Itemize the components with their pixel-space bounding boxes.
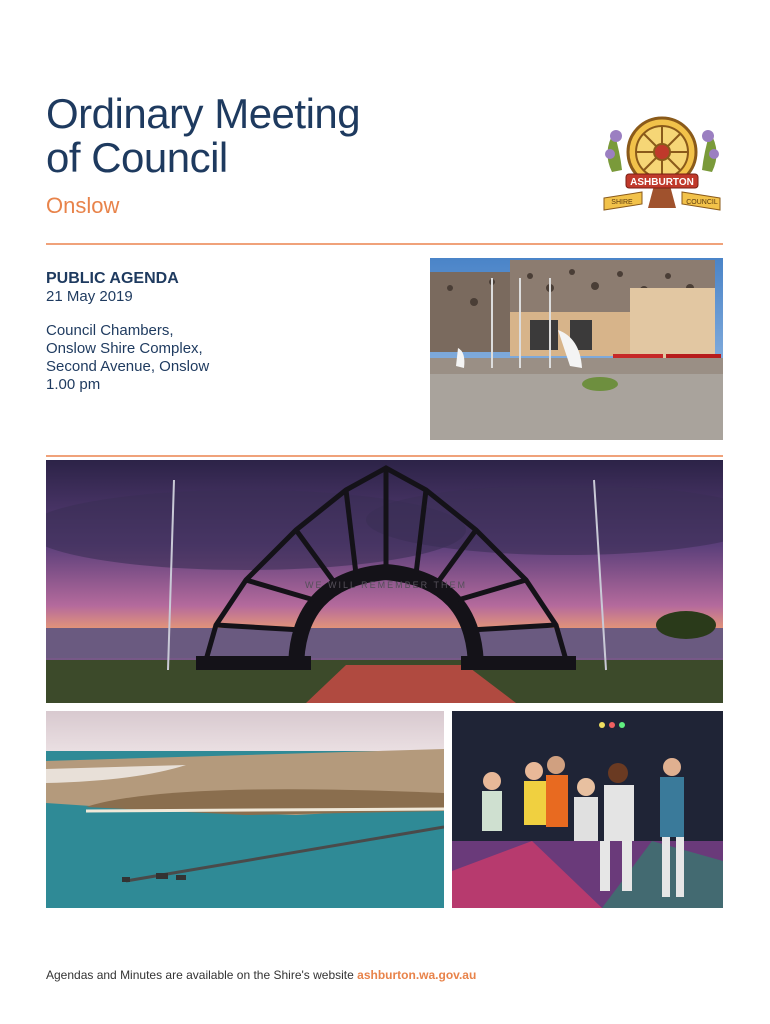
aerial-coast-photo — [46, 711, 444, 908]
agenda-details — [46, 270, 209, 394]
venue-line-1: Council Chambers, — [46, 322, 174, 339]
location-subtitle: Onslow — [46, 193, 120, 218]
ashburton-crest-logo — [598, 112, 726, 216]
crest-right-ribbon: COUNCIL — [686, 199, 718, 206]
memorial-arch-photo — [46, 460, 723, 703]
title-line-2: of Council — [46, 134, 228, 181]
venue-line-2: Onslow Shire Complex, — [46, 340, 203, 357]
crest-left-ribbon: SHIRE — [611, 199, 633, 206]
divider-top — [46, 243, 723, 245]
children-dancing-photo — [452, 711, 723, 908]
footer-text: Agendas and Minutes are available on the Shire's website — [46, 968, 358, 982]
page-title — [46, 92, 360, 180]
arch-inscription: WE WILL REMEMBER THEM — [304, 580, 468, 590]
agenda-heading: PUBLIC AGENDA — [46, 270, 179, 287]
crest-banner-text: ASHBURTON — [630, 177, 694, 188]
agenda-date: 21 May 2019 — [46, 288, 133, 305]
website-link[interactable]: ashburton.wa.gov.au — [357, 968, 477, 982]
title-line-1: Ordinary Meeting — [46, 90, 361, 137]
footer-note — [46, 968, 476, 982]
council-building-photo — [430, 258, 723, 440]
meeting-time: 1.00 pm — [46, 376, 101, 393]
divider-middle — [46, 455, 723, 457]
venue-line-3: Second Avenue, Onslow — [46, 358, 210, 375]
